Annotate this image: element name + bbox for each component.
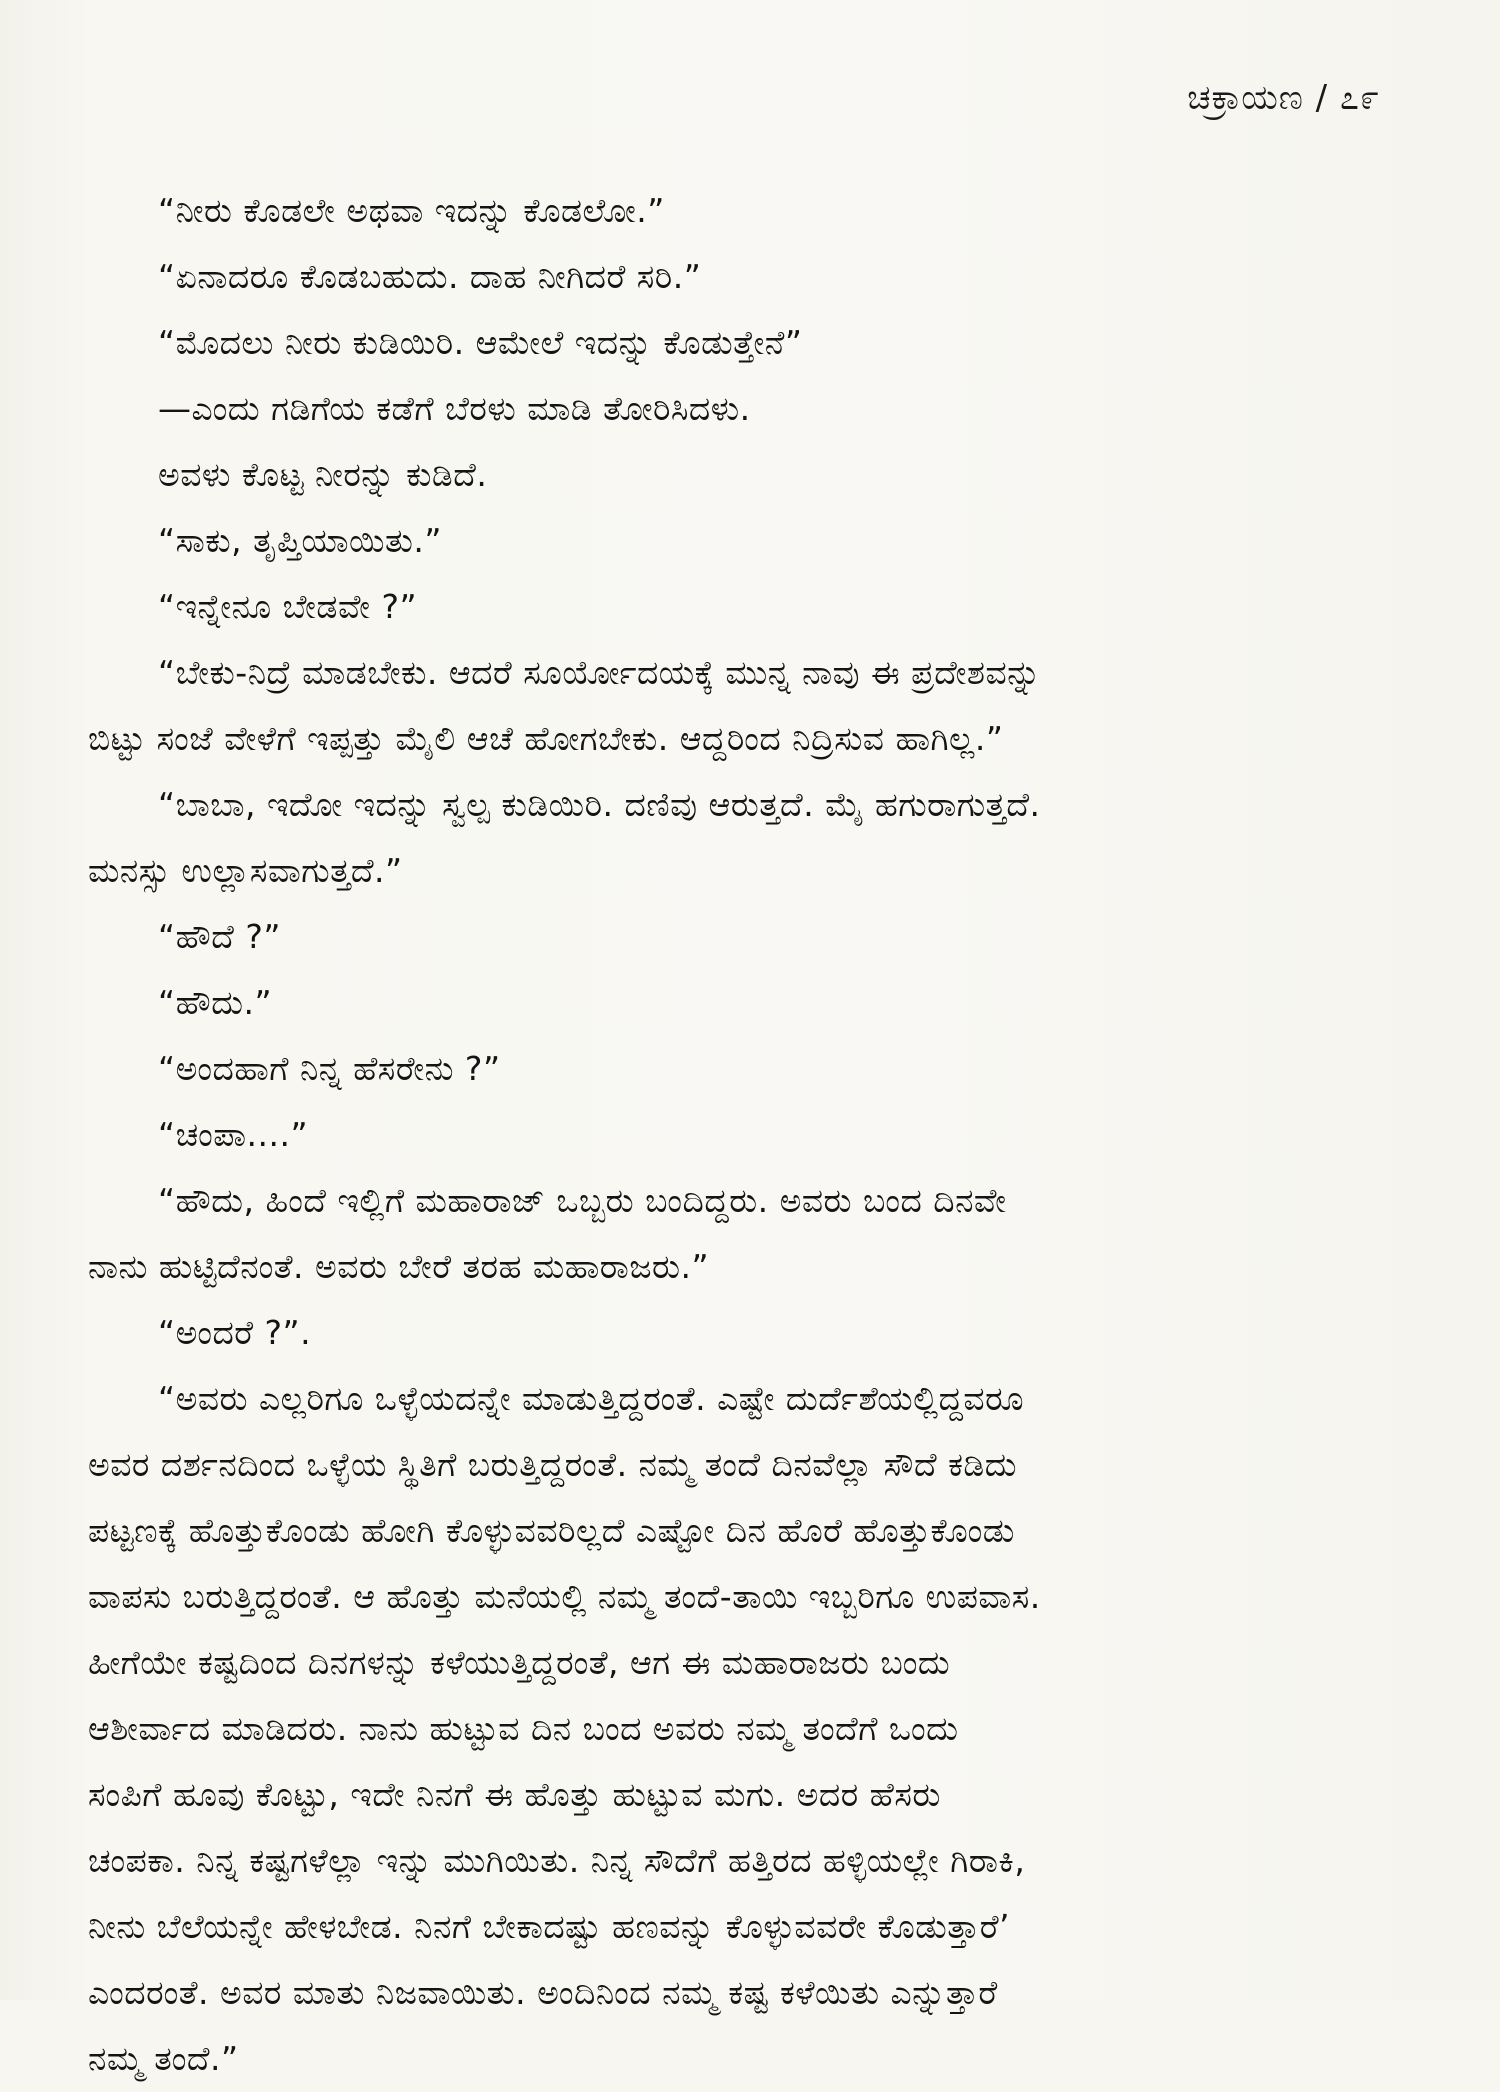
text-line: ಪಟ್ಟಣಕ್ಕೆ ಹೊತ್ತುಕೊಂಡು ಹೋಗಿ ಕೊಳ್ಳುವವರಿಲ್ಲದೆ ಎಷ್ಟೋ ದಿನ ಹೊರೆ ಹೊತ್ತುಕೊಂಡು: [88, 1511, 1015, 1550]
text-line: “ಅಂದರೆ ?”.: [158, 1313, 312, 1352]
text-line: “ಹೌದೆ ?”: [158, 917, 281, 956]
text-line: “ಅವರು ಎಲ್ಲರಿಗೂ ಒಳ್ಳೆಯದನ್ನೇ ಮಾಡುತ್ತಿದ್ದರಂತೆ. ಎಷ್ಟೇ ದುರ್ದೆಶೆಯಲ್ಲಿದ್ದವರೂ: [158, 1379, 1025, 1418]
text-line: ಎಂದರಂತೆ. ಅವರ ಮಾತು ನಿಜವಾಯಿತು. ಅಂದಿನಿಂದ ನಮ್ಮ ಕಷ್ಟ ಕಳೆಯಿತು ಎನ್ನುತ್ತಾರೆ: [88, 1973, 998, 2012]
text-line: ಚಂಪಕಾ. ನಿನ್ನ ಕಷ್ಟಗಳೆಲ್ಲಾ ಇನ್ನು ಮುಗಿಯಿತು. ನಿನ್ನ ಸೌದೆಗೆ ಹತ್ತಿರದ ಹಳ್ಳಿಯಲ್ಲೇ ಗಿರಾಕಿ,: [88, 1841, 1026, 1880]
text-line: “ಬೇಕು-ನಿದ್ರೆ ಮಾಡಬೇಕು. ಆದರೆ ಸೂರ್ಯೋದಯಕ್ಕೆ ಮುನ್ನ ನಾವು ಈ ಪ್ರದೇಶವನ್ನು: [158, 653, 1041, 692]
text-line: “ಇನ್ನೇನೂ ಬೇಡವೇ ?”: [158, 587, 418, 626]
text-line: —ಎಂದು ಗಡಿಗೆಯ ಕಡೆಗೆ ಬೆರಳು ಮಾಡಿ ತೋರಿಸಿದಳು.: [158, 389, 751, 428]
text-line: ಹೀಗೆಯೇ ಕಷ್ಟದಿಂದ ದಿನಗಳನ್ನು ಕಳೆಯುತ್ತಿದ್ದರಂತೆ, ಆಗ ಈ ಮಹಾರಾಜರು ಬಂದು: [88, 1643, 951, 1682]
text-line: ಅವರ ದರ್ಶನದಿಂದ ಒಳ್ಳೆಯ ಸ್ಥಿತಿಗೆ ಬರುತ್ತಿದ್ದರಂತೆ. ನಮ್ಮ ತಂದೆ ದಿನವೆಲ್ಲಾ ಸೌದೆ ಕಡಿದು: [88, 1445, 1018, 1484]
text-line: “ನೀರು ಕೊಡಲೇ ಅಥವಾ ಇದನ್ನು ಕೊಡಲೋ.”: [158, 191, 665, 230]
text-line: “ಏನಾದರೂ ಕೊಡಬಹುದು. ದಾಹ ನೀಗಿದರೆ ಸರಿ.”: [158, 257, 702, 296]
running-header: ಚಕ್ರಾಯಣ / ೭೯: [1187, 78, 1380, 118]
text-line: “ಅಂದಹಾಗೆ ನಿನ್ನ ಹೆಸರೇನು ?”: [158, 1049, 501, 1088]
text-line: ನೀನು ಬೆಲೆಯನ್ನೇ ಹೇಳಬೇಡ. ನಿನಗೆ ಬೇಕಾದಷ್ಟು ಹಣವನ್ನು ಕೊಳ್ಳುವವರೇ ಕೊಡುತ್ತಾರೆ’: [88, 1907, 1011, 1946]
text-line: ನಾನು ಹುಟ್ಟಿದೆನಂತೆ. ಅವರು ಬೇರೆ ತರಹ ಮಹಾರಾಜರು.”: [88, 1247, 710, 1286]
text-line: “ಹೌದು, ಹಿಂದೆ ಇಲ್ಲಿಗೆ ಮಹಾರಾಜ್ ಒಬ್ಬರು ಬಂದಿದ್ದರು. ಅವರು ಬಂದ ದಿನವೇ: [158, 1181, 1007, 1220]
text-line: “ಚಂಪಾ....”: [158, 1115, 309, 1154]
text-line: ಮನಸ್ಸು ಉಲ್ಲಾಸವಾಗುತ್ತದೆ.”: [88, 851, 403, 890]
text-line: “ಸಾಕು, ತೃಪ್ತಿಯಾಯಿತು.”: [158, 521, 443, 560]
text-line: “ಮೊದಲು ನೀರು ಕುಡಿಯಿರಿ. ಆಮೇಲೆ ಇದನ್ನು ಕೊಡುತ್ತೇನೆ”: [158, 323, 803, 362]
text-line: ಆಶೀರ್ವಾದ ಮಾಡಿದರು. ನಾನು ಹುಟ್ಟುವ ದಿನ ಬಂದ ಅವರು ನಮ್ಮ ತಂದೆಗೆ ಒಂದು: [88, 1709, 959, 1748]
text-line: “ಬಾಬಾ, ಇದೋ ಇದನ್ನು ಸ್ವಲ್ಪ ಕುಡಿಯಿರಿ. ದಣಿವು ಆರುತ್ತದೆ. ಮೈ ಹಗುರಾಗುತ್ತದೆ.: [158, 785, 1041, 824]
text-line: ಸಂಪಿಗೆ ಹೂವು ಕೊಟ್ಟು, ಇದೇ ನಿನಗೆ ಈ ಹೊತ್ತು ಹುಟ್ಟುವ ಮಗು. ಅದರ ಹೆಸರು: [88, 1775, 941, 1814]
text-line: “ಹೌದು.”: [158, 983, 273, 1022]
text-line: ವಾಪಸು ಬರುತ್ತಿದ್ದರಂತೆ. ಆ ಹೊತ್ತು ಮನೆಯಲ್ಲಿ ನಮ್ಮ ತಂದೆ-ತಾಯಿ ಇಬ್ಬರಿಗೂ ಉಪವಾಸ.: [88, 1577, 1041, 1616]
text-line: ಅವಳು ಕೊಟ್ಟ ನೀರನ್ನು ಕುಡಿದೆ.: [158, 455, 488, 494]
text-line: ಬಿಟ್ಟು ಸಂಜೆ ವೇಳೆಗೆ ಇಪ್ಪತ್ತು ಮೈಲಿ ಆಚೆ ಹೋಗಬೇಕು. ಆದ್ದರಿಂದ ನಿದ್ರಿಸುವ ಹಾಗಿಲ್ಲ.”: [88, 719, 1004, 758]
body-text: [88, 178, 1374, 2092]
text-line: ನಮ್ಮ ತಂದೆ.”: [88, 2039, 239, 2078]
